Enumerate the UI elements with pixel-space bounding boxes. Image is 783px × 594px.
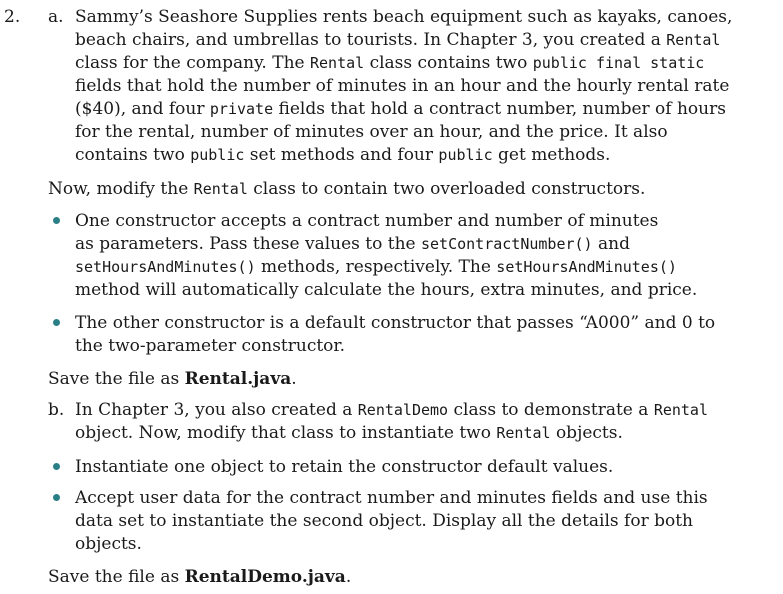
part-a-line bbox=[75, 144, 610, 166]
bullet-line bbox=[75, 233, 630, 255]
text-run: methods, respectively. The bbox=[255, 257, 497, 277]
bullet-marker-icon bbox=[53, 494, 60, 501]
text-run: the two-parameter constructor. bbox=[75, 336, 346, 356]
bullet-line bbox=[75, 312, 715, 334]
bullet-marker-icon bbox=[53, 319, 60, 326]
code-text: public bbox=[190, 146, 245, 164]
bullet-line bbox=[75, 533, 142, 555]
part-b-label: b. bbox=[48, 400, 65, 420]
bullet-line bbox=[75, 335, 345, 357]
text-run: Now, modify the bbox=[48, 179, 194, 199]
bullet-line bbox=[75, 487, 708, 509]
text-run: One constructor accepts a contract number and number of minutes bbox=[75, 211, 659, 231]
save-instruction-rental bbox=[48, 368, 297, 390]
text-run: and bbox=[592, 234, 630, 254]
text-run: class to demonstrate a bbox=[448, 400, 654, 420]
code-text: public final static bbox=[532, 54, 705, 72]
text-run: . bbox=[345, 567, 352, 587]
bullet-marker-icon bbox=[53, 217, 60, 224]
text-run: Save the file as bbox=[48, 567, 185, 587]
text-run: as parameters. Pass these values to the bbox=[75, 234, 421, 254]
text-run: class contains two bbox=[364, 53, 533, 73]
code-text: setContractNumber() bbox=[421, 235, 593, 253]
text-run: Save the file as bbox=[48, 369, 185, 389]
text-run: contains two bbox=[75, 145, 191, 165]
part-a-line bbox=[75, 121, 668, 143]
bullet-line bbox=[75, 510, 693, 532]
code-text: public bbox=[438, 146, 493, 164]
text-run: object. Now, modify that class to instantiate two bbox=[75, 423, 497, 443]
part-a-label: a. bbox=[48, 7, 64, 27]
part-a-line bbox=[75, 6, 732, 28]
text-run: for the rental, number of minutes over an hour, and the price. It also bbox=[75, 122, 668, 142]
code-text: Rental bbox=[653, 401, 708, 419]
bullet-line bbox=[75, 456, 613, 478]
bullet-line bbox=[75, 256, 677, 278]
text-run: Instantiate one object to retain the constructor default values. bbox=[75, 457, 614, 477]
code-text: setHoursAndMinutes() bbox=[75, 258, 256, 276]
text-run: class for the company. The bbox=[75, 53, 310, 73]
part-a-line bbox=[75, 29, 720, 51]
exercise-number: 2. bbox=[4, 7, 21, 27]
bullet-line bbox=[75, 210, 658, 232]
text-run: fields that hold the number of minutes in an hour and the hourly rental rate bbox=[75, 76, 730, 96]
code-text: Rental bbox=[310, 54, 365, 72]
bullet-marker-icon bbox=[53, 463, 60, 470]
bold-text: Rental.java bbox=[184, 369, 292, 389]
modify-instruction bbox=[48, 178, 645, 200]
text-run: data set to instantiate the second object. Display all the details for both bbox=[75, 511, 694, 531]
text-run: beach chairs, and umbrellas to tourists. In Chapter 3, you created a bbox=[75, 30, 667, 50]
bullet-line bbox=[75, 279, 697, 301]
code-text: Rental bbox=[496, 424, 551, 442]
text-run: Accept user data for the contract number and minutes fields and use this bbox=[75, 488, 708, 508]
part-a-line bbox=[75, 52, 704, 74]
code-text: private bbox=[209, 100, 274, 118]
text-run: ($40), and four bbox=[75, 99, 210, 119]
part-b-line bbox=[75, 399, 708, 421]
text-run: fields that hold a contract number, number of hours bbox=[273, 99, 726, 119]
bold-text: RentalDemo.java bbox=[184, 567, 346, 587]
part-a-line bbox=[75, 98, 726, 120]
text-run: objects. bbox=[75, 534, 142, 554]
text-run: set methods and four bbox=[244, 145, 439, 165]
text-run: The other constructor is a default constructor that passes “A000” and 0 to bbox=[75, 313, 716, 333]
text-run: class to contain two overloaded constructors. bbox=[247, 179, 646, 199]
code-text: RentalDemo bbox=[357, 401, 449, 419]
code-text: Rental bbox=[666, 31, 721, 49]
text-run: Sammy’s Seashore Supplies rents beach equipment such as kayaks, canoes, bbox=[75, 7, 733, 27]
save-instruction-rentaldemo bbox=[48, 566, 351, 588]
part-b-line bbox=[75, 422, 623, 444]
text-run: objects. bbox=[550, 423, 623, 443]
text-run: In Chapter 3, you also created a bbox=[75, 400, 358, 420]
text-run: method will automatically calculate the hours, extra minutes, and price. bbox=[75, 280, 698, 300]
text-run: . bbox=[291, 369, 297, 389]
part-a-line bbox=[75, 75, 729, 97]
code-text: setHoursAndMinutes() bbox=[496, 258, 677, 276]
code-text: Rental bbox=[193, 180, 248, 198]
text-run: get methods. bbox=[492, 145, 611, 165]
